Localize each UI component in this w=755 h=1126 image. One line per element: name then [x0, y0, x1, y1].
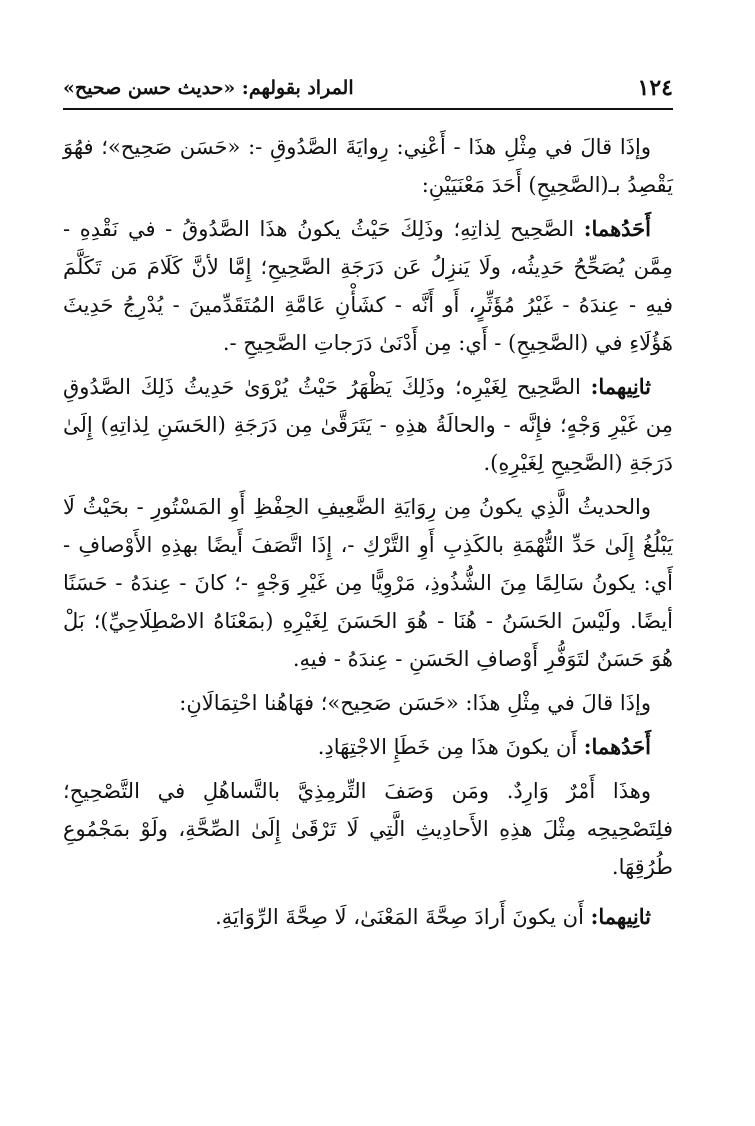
paragraph-text: أَن يكونَ أَرادَ صِحَّةَ المَعْنَىٰ، لَا صِحَّةَ الرِّوَايَةِ.: [215, 905, 584, 929]
paragraph-term: ثانِيهما:: [590, 904, 651, 929]
paragraph-term: أَحَدُهما:: [583, 734, 651, 759]
paragraph: [63, 728, 673, 766]
paragraph-text: وإذَا قالَ في مِثْلِ هذَا - أَعْنِي: رِوايَةَ الصَّدُوقِ -: «حَسَن صَحِيح»؛ فهُوَ يَقْصِدُ بـ(الصَّحِيحِ) أَحَدَ مَعْنَيَيْنِ:: [63, 135, 673, 197]
running-header: [63, 70, 673, 106]
paragraph-text: وإذَا قالَ في مِثْلِ هذَا: «حَسَن صَحِيح»؛ فهَاهُنا احْتِمَالَانِ:: [179, 691, 651, 715]
paragraph: [63, 210, 673, 362]
paragraph-text: الصَّحِيح لِذاتِهِ؛ وذَلِكَ حَيْثُ يكونُ هذَا الصَّدُوقُ - في نَقْدِهِ - مِمَّن يُصَحِّحُ حَدِيثُه، ولَا يَنزِلُ عَن دَرَجَةِ الصَّحِيحِ؛ إِمَّا لأنَّ كَلَامَ مَن تَكَلَّمَ فيهِ - عِندَهُ - غَيْرُ مُؤَثِّرٍ، أَو أَنَّه - كشَأْنِ عَامَّةِ المُتَقَدِّمينَ - يُدْرِجُ حَدِيثَ هَؤُلَاءِ في (الصَّحِيحِ) - أَي: مِن أَدْنَىٰ دَرَجاتِ الصَّحِيحِ -.: [63, 217, 673, 355]
page-number: ١٢٤: [637, 75, 673, 101]
header-divider: [63, 108, 673, 110]
page-body: [63, 128, 673, 942]
paragraph: [63, 488, 673, 678]
paragraph: [63, 684, 673, 722]
paragraph-text: والحديثُ الَّذِي يكونُ مِن رِوَايَةِ الضَّعِيفِ الحِفْظِ أَوِ المَسْتُورِ - بحَيْثُ لَا يَبْلُغُ إِلَىٰ حَدِّ التُّهْمَةِ بالكَذِبِ أَوِ التَّرْكِ -، إِذَا اتَّصَفَ أَيضًا بهذِهِ الأَوْصافِ - أَي: يكونُ سَالِمًا مِنَ الشُّذُوذِ، مَرْوِيًّا مِن غَيْرِ وَجْهٍ -؛ كانَ - عِندَهُ - حَسَنًا أيضًا. ولَيْسَ الحَسَنُ - هُنَا - هُوَ الحَسَنَ لِغَيْرِهِ (بمَعْنَاهُ الاصْطِلَاحِيِّ)؛ بَلْ هُوَ حَسَنٌ لتَوَفُّرِ أَوْصافِ الحَسَنِ - عِندَهُ - فيهِ.: [63, 495, 673, 671]
paragraph-text: أَن يكونَ هذَا مِن خَطَإِ الاجْتِهَادِ.: [317, 735, 578, 759]
paragraph: [63, 128, 673, 204]
running-title: المراد بقولهم: «حديث حسن صحيح»: [63, 77, 354, 99]
paragraph-term: ثانِيهما:: [590, 374, 651, 399]
paragraph: [63, 898, 673, 936]
paragraph-term: أَحَدُهما:: [583, 216, 651, 241]
paragraph-text: وهذَا أَمْرٌ وَارِدٌ. ومَن وَصَفَ التِّرمِذِيَّ بالتَّساهُلِ في التَّصْحِيحِ؛ فلِتَصْحِيحِه مِثْلَ هذِهِ الأَحادِيثِ الَّتِي لَا تَرْقَىٰ إِلَىٰ الصِّحَّةِ، ولَوْ بمَجْمُوعِ طُرُقِهَا.: [63, 779, 673, 879]
paragraph-text: الصَّحِيح لِغَيْرِه؛ وذَلِكَ يَظْهَرُ حَيْثُ يُرْوَىٰ حَدِيثُ ذَلِكَ الصَّدُوقِ مِن غَيْرِ وَجْهٍ؛ فإِنَّه - والحالَةُ هذِهِ - يَتَرَقَّىٰ مِن دَرَجَةِ (الحَسَنِ لِذاتِهِ) إِلَىٰ دَرَجَةِ (الصَّحِيحِ لِغَيْرِهِ).: [63, 375, 673, 475]
paragraph: [63, 368, 673, 482]
paragraph: [63, 772, 673, 886]
